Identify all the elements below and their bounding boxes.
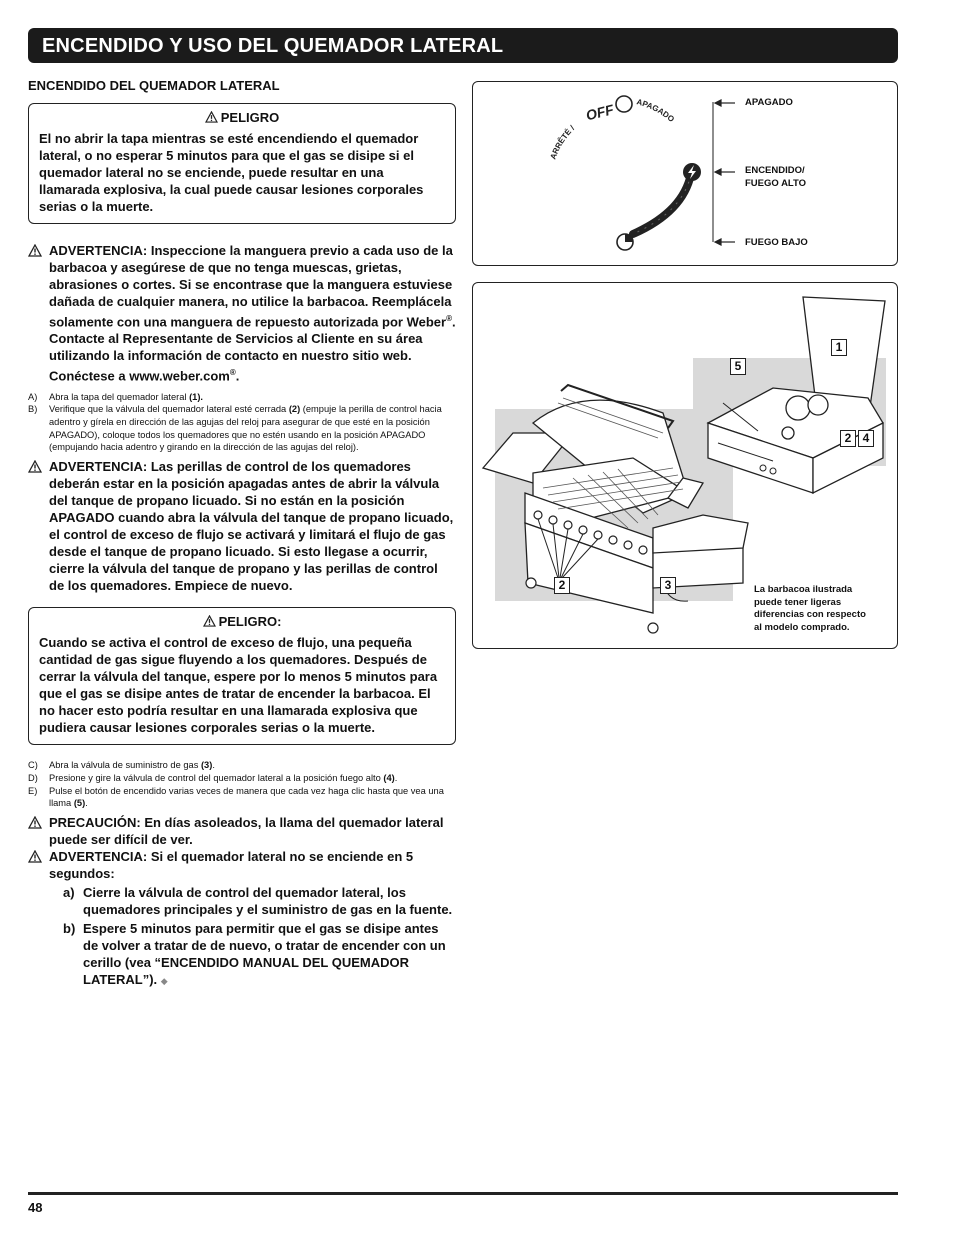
step-label: C)	[28, 760, 38, 771]
step-b	[28, 403, 456, 454]
step-text-after: (empuje la perilla de control hacia adentro y gírela en dirección de las agujas del reloj para asegurar de que esté en la posición APAGADO), coloque todos los quemadores que no estén usando en la posición APAGADO (empujando hacia adentro y girando en la dirección de las agujas del reloj).	[49, 404, 442, 453]
grill-figure	[472, 282, 898, 649]
danger-text-2: Cuando se activa el control de exceso de flujo, una pequeña cantidad de gas sigue fluyendo a los quemadores. Después de cerrar la válvula del tanque, espere por lo menos 5 minutos para que el gas se disipe antes de tratar de encender la barbacoa. El no hacer esto podría resultar en una llamarada explosiva que pudiera causar lesiones corporales serias o la muerte.	[39, 635, 438, 736]
warning-triangle-icon	[205, 111, 218, 123]
danger-title-text: PELIGRO	[220, 110, 280, 125]
step-text-after: .	[212, 760, 215, 771]
steps-a-b	[28, 391, 456, 455]
page-number: 48	[28, 1200, 43, 1215]
callout-1: 1	[831, 339, 847, 356]
off-position-icon	[616, 96, 632, 112]
callout-2-side: 2	[840, 430, 856, 447]
section-heading: ENCENDIDO DEL QUEMADOR LATERAL	[28, 78, 280, 93]
step-ref: (5)	[73, 798, 86, 809]
callout-3: 3	[660, 577, 676, 594]
step-text: Presione y gire la válvula de control del quemador lateral a la posición fuego alto	[49, 772, 384, 783]
warning-hose-text-2: . Contacte al Representante de Servicios al Cliente en su área utilizando la información de contacto en nuestro sitio web.	[49, 314, 456, 364]
flame-arc	[633, 174, 691, 234]
page-title: ENCENDIDO Y USO DEL QUEMADOR LATERAL	[28, 28, 898, 63]
label-apagado: APAGADO	[745, 97, 793, 108]
label-encendido: ENCENDIDO/	[745, 165, 805, 176]
registered-mark: ®	[446, 314, 452, 323]
dial-figure	[472, 81, 898, 266]
step-text: Pulse el botón de encendido varias veces de manera que cada vez haga clic hasta que vea una llama	[49, 785, 444, 809]
step-c	[28, 759, 456, 772]
callout-5: 5	[730, 358, 746, 375]
substep-label: a)	[63, 884, 75, 900]
substep-label: b)	[63, 920, 76, 936]
footer-rule	[28, 1192, 898, 1195]
danger-box-1	[28, 103, 456, 224]
website-text: Conéctese a www.weber.com	[49, 368, 230, 384]
step-text: Abra la válvula de suministro de gas	[49, 760, 201, 771]
step-d	[28, 772, 456, 785]
danger-box-2	[28, 607, 456, 745]
caution-sunny	[28, 814, 456, 848]
caution-text: PRECAUCIÓN: En días asoleados, la llama del quemador lateral puede ser difícil de ver.	[49, 814, 444, 847]
step-text: Abra la tapa del quemador lateral	[49, 391, 190, 402]
step-text: Verifique que la válvula del quemador lateral esté cerrada	[49, 404, 289, 415]
caption-line: al modelo comprado.	[754, 621, 850, 633]
caption-line: La barbacoa ilustrada	[754, 584, 853, 595]
left-column	[28, 78, 456, 990]
warning-triangle-icon	[28, 460, 42, 473]
dial-diagram	[473, 82, 896, 264]
warning-no-ignite-text: ADVERTENCIA: Si el quemador lateral no se enciende en 5 segundos:	[49, 848, 414, 881]
arrete-label: ARRÊTÉ /	[548, 123, 577, 161]
label-fuego-bajo: FUEGO BAJO	[745, 237, 808, 248]
caption-line: puede tener ligeras	[754, 596, 842, 608]
danger-title-2	[39, 614, 445, 629]
substep-a	[28, 884, 456, 918]
warning-knobs-text: ADVERTENCIA: Las perillas de control de los quemadores deberán estar en la posición apagadas antes de abrir la válvula del tanque de propano licuado. Si no están en la posición APAGADO cuando abra la válvula del tanque de propano licuado, el control de exceso de flujo se activará y limitará el flujo de gas desde el tanque de propano licuado. Si esto llegase a ocurrir, cierre la válvula del tanque de propano y las perillas de control de los quemadores. Empiece de nuevo.	[49, 459, 454, 594]
step-ref: (2)	[288, 404, 301, 415]
danger-title-text: PELIGRO:	[218, 614, 282, 630]
step-ref: (3)	[200, 760, 213, 771]
step-ref: (1).	[189, 391, 204, 402]
substep-b	[28, 920, 456, 990]
substep-text: Espere 5 minutos para permitir que el gas se disipe antes de volver a tratar de de nuevo, o tratar de encender con un cerillo (vea “ENCENDIDO MANUAL DEL QUEMADOR LATERAL”).	[83, 920, 446, 987]
label-fuego-alto: FUEGO ALTO	[745, 178, 807, 189]
callout-2: 2	[554, 577, 570, 594]
registered-mark: ®	[229, 368, 236, 378]
warning-no-ignite	[28, 848, 456, 882]
warning-hose	[28, 242, 456, 385]
callout-4: 4	[858, 430, 874, 447]
figure-caption	[754, 584, 866, 634]
step-text-after: .	[85, 798, 88, 809]
arrow-icon	[715, 100, 735, 245]
end-diamond-icon: ◆	[160, 975, 168, 986]
caption-line: diferencias con respecto	[754, 609, 866, 620]
danger-title-1	[39, 110, 445, 125]
warning-triangle-icon	[28, 244, 42, 257]
warning-triangle-icon	[28, 816, 42, 829]
apagado-arc-label: APAGADO	[635, 97, 677, 124]
step-label: B)	[28, 404, 38, 415]
step-a	[28, 391, 456, 404]
step-label: D)	[28, 772, 38, 783]
danger-text-1: El no abrir la tapa mientras se esté encendiendo el quemador lateral, o no esperar 5 minutos para que el gas se disipe si el quemador lateral no se enciende, puede resultar en una llamarada explosiva, la cual puede causar lesiones corporales serias o la muerte.	[39, 131, 424, 214]
steps-c-e	[28, 759, 456, 810]
website-end: .	[235, 368, 240, 384]
warning-triangle-icon	[28, 850, 42, 863]
step-e	[28, 785, 456, 810]
warning-knobs	[28, 458, 456, 594]
off-label: OFF	[584, 101, 616, 124]
step-text-after: .	[394, 772, 398, 783]
substep-text: Cierre la válvula de control del quemador lateral, los quemadores principales y el suministro de gas en la fuente.	[83, 884, 453, 917]
warning-triangle-icon	[203, 615, 216, 627]
warning-hose-text: ADVERTENCIA: Inspeccione la manguera previo a cada uso de la barbacoa y asegúrese de que no tenga muescas, grietas, abrasiones o cortes. Si se encontrase que la manguera estuviese dañada de cualquier manera, no utilice la barbacoa. Reemplácela solamente con una manguera de repuesto autorizada por Weber	[49, 243, 453, 330]
step-ref: (4)	[383, 772, 395, 783]
step-label: A)	[28, 391, 38, 402]
step-label: E)	[28, 785, 38, 796]
